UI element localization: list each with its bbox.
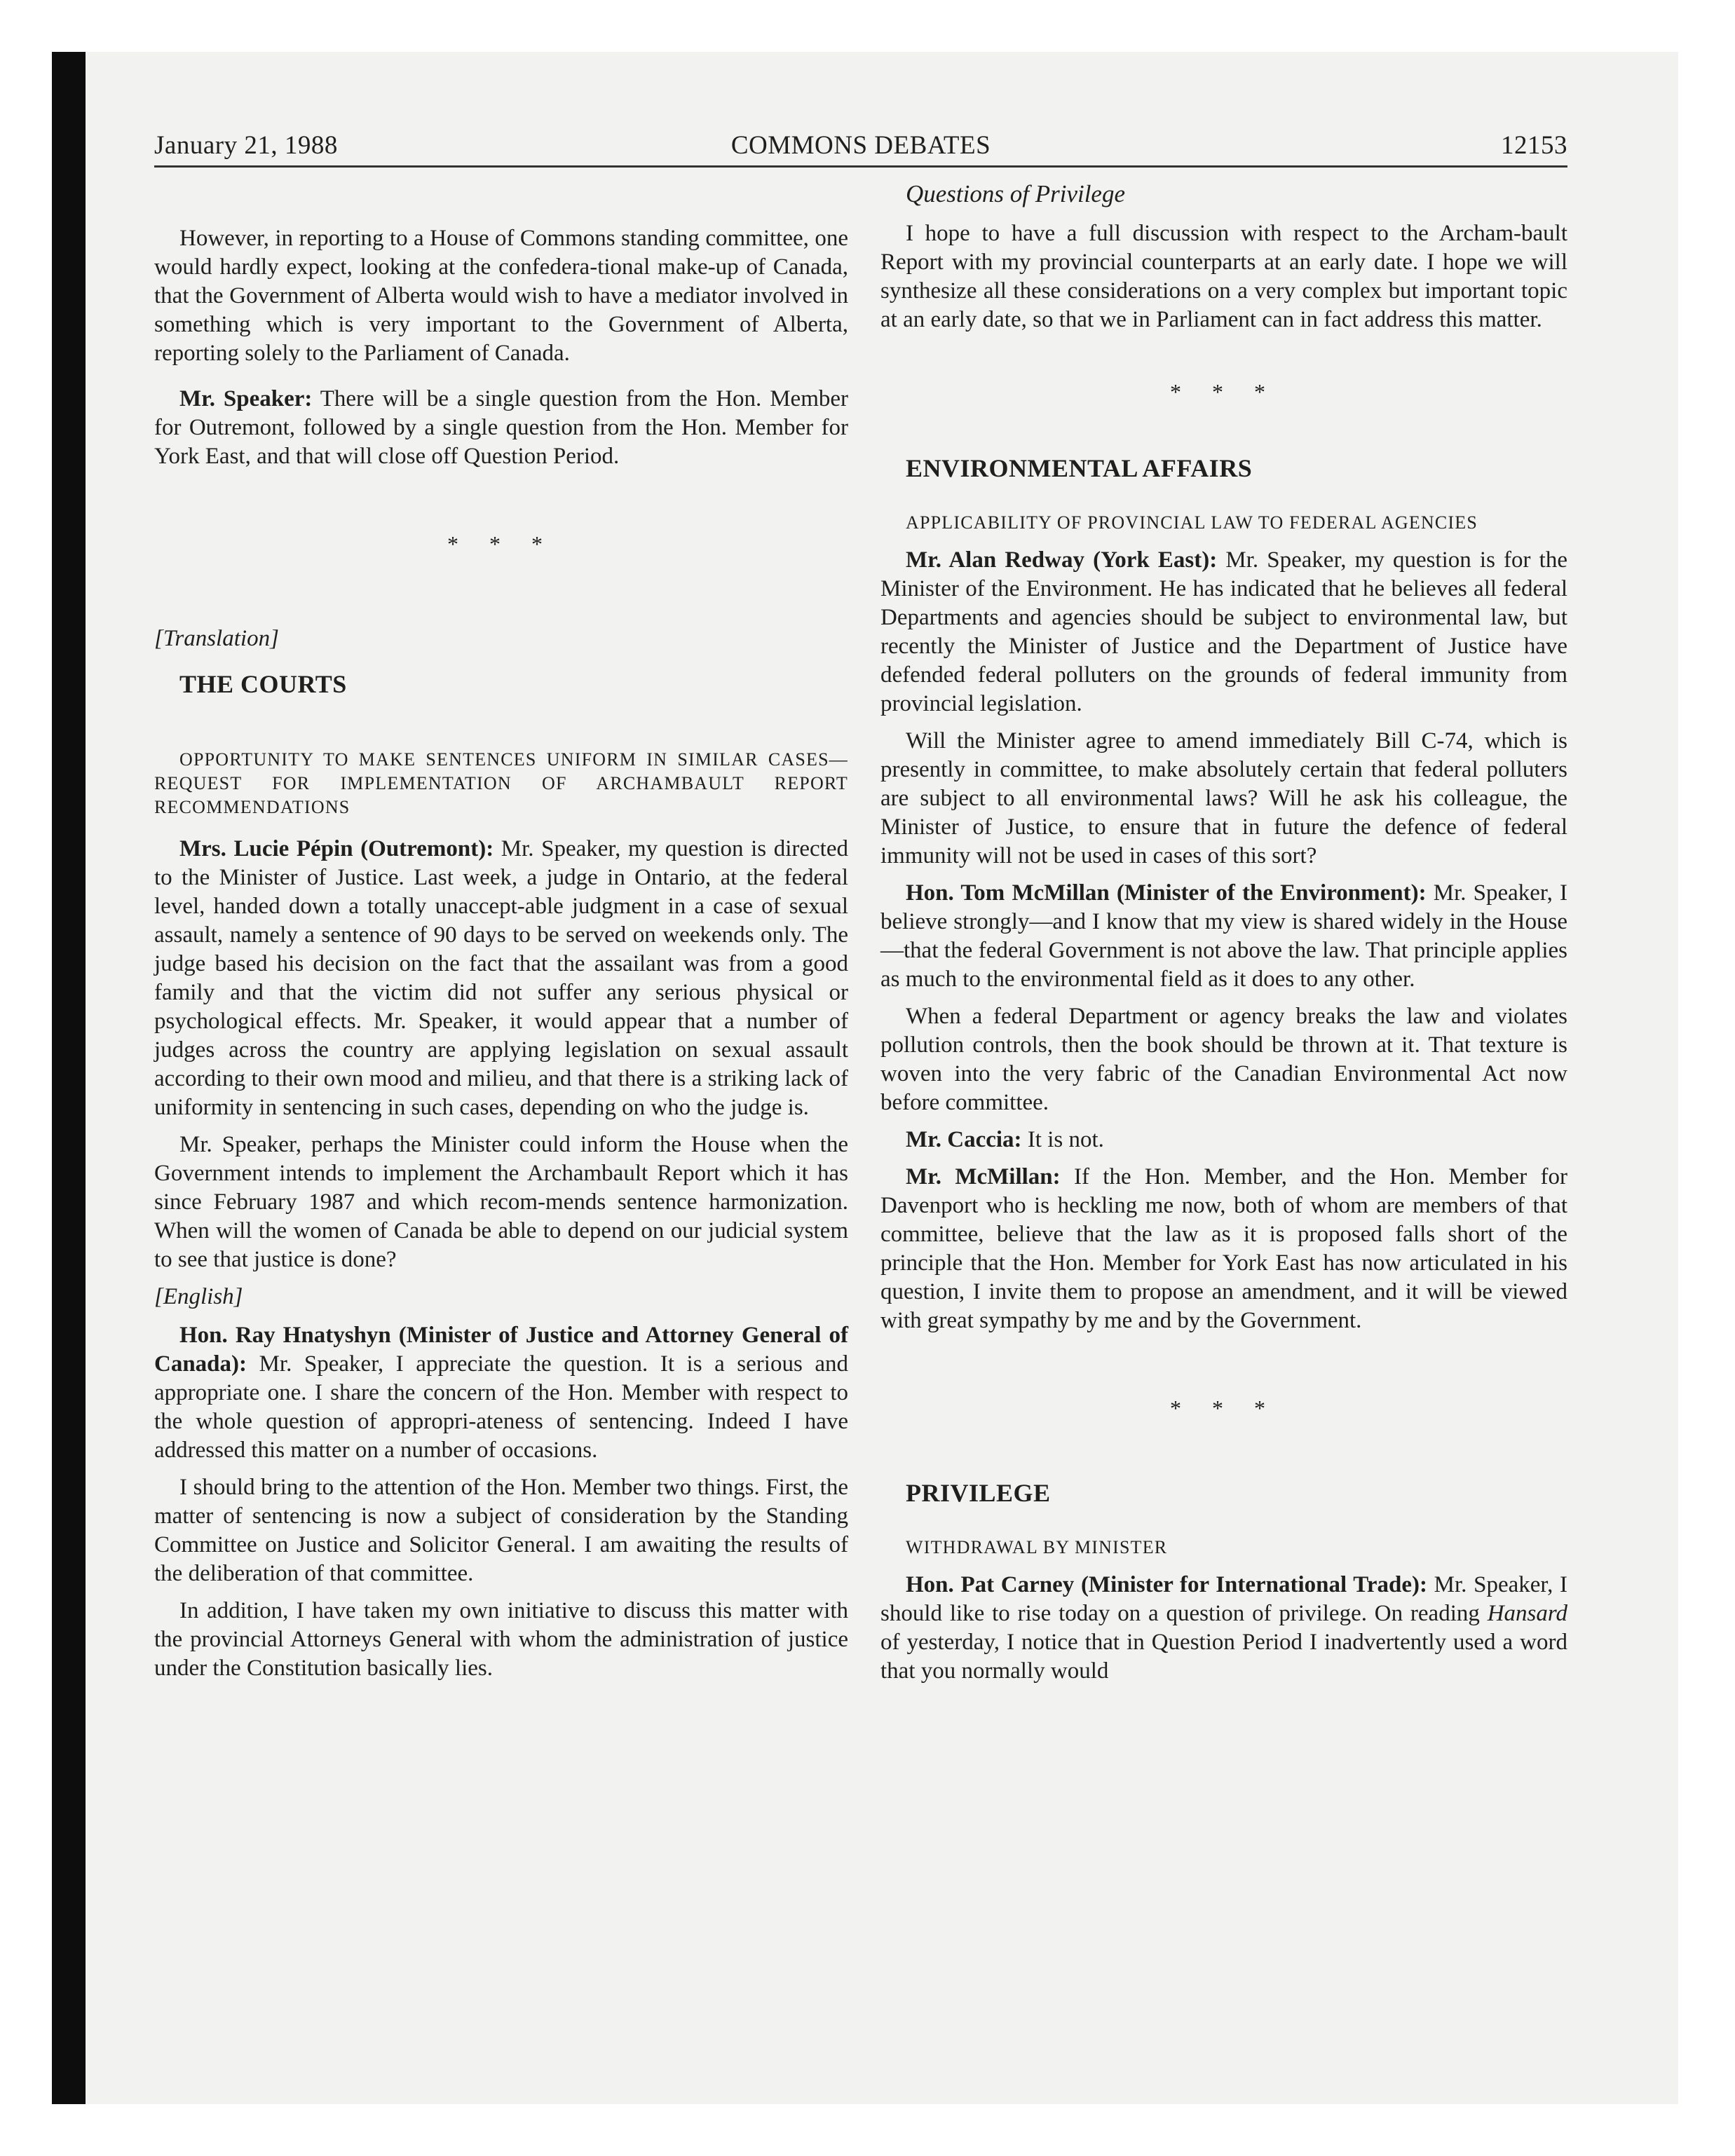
paragraph: When a federal Department or agency breaks the law and violates pollution controls, then the book should be thrown at it. That texture is woven into the very fabric of the Canadian Environmental Act now before committee. bbox=[880, 1004, 1567, 1115]
paragraph: In addition, I have taken my own initiative to discuss this matter with the provincial Attorneys General with whom the administration of justice under the Constitution basically lies. bbox=[154, 1598, 848, 1681]
speaker-name: Mr. Alan Redway (York East): bbox=[906, 547, 1218, 573]
section-heading: ENVIRONMENTAL AFFAIRS bbox=[906, 454, 1253, 482]
speech-paragraph bbox=[880, 1163, 1567, 1335]
section-separator: * * * bbox=[1170, 1396, 1278, 1421]
speech-text: Mr. Speaker, I believe strongly—and I know that my view is shared widely in the House—that the federal Government is not above the law. That principle applies as much to the environmental field as it does to any other. bbox=[880, 880, 1567, 992]
section-separator: * * * bbox=[1170, 379, 1278, 404]
paragraph: Mr. Speaker, perhaps the Minister could inform the House when the Government intends to implement the Archambault Report which it has since February 1987 and which recom-mends sentence harmonization. When will the women of Canada be able to depend on our judicial system to see that justice is done? bbox=[154, 1132, 848, 1272]
speech-text: Mr. Speaker, I appreciate the question. It is a serious and appropriate one. I share the concern of the Hon. Member with respect to the whole question of appropri-ateness of sentencing. Indeed I have addressed this matter on a number of occasions. bbox=[154, 1351, 848, 1463]
publication-title: Hansard bbox=[1487, 1601, 1567, 1626]
speech-paragraph bbox=[880, 1571, 1567, 1686]
speech-paragraph bbox=[154, 385, 848, 471]
translation-tag: [Translation] bbox=[154, 626, 279, 651]
header-date: January 21, 1988 bbox=[154, 131, 338, 160]
section-subheading: OPPORTUNITY TO MAKE SENTENCES UNIFORM IN SIMILAR CASES—REQUEST FOR IMPLEMENTATION OF ARCHAMBAULT REPORT RECOMMENDATIONS bbox=[154, 749, 848, 817]
paragraph: Will the Minister agree to amend immediately Bill C-74, which is presently in committee, to make absolutely certain that federal polluters are subject to all environmental laws? Will he ask his colleague, the Minister of Justice, to ensure that in future the defence of federal immunity will not be used in cases of this sort? bbox=[880, 728, 1567, 868]
section-subheading: WITHDRAWAL BY MINISTER bbox=[906, 1537, 1168, 1557]
speech-paragraph bbox=[154, 1321, 848, 1465]
speech-text: It is not. bbox=[1021, 1127, 1104, 1152]
paragraph: I should bring to the attention of the Hon. Member two things. First, the matter of sentencing is now a subject of consideration by the Standing Committee on Justice and Solicitor General. I am awaiting the results of the deliberation of that committee. bbox=[154, 1475, 848, 1586]
running-head: Questions of Privilege bbox=[906, 180, 1126, 207]
speech-text: of yesterday, I notice that in Question Period I inadvertently used a word that you normally would bbox=[880, 1630, 1567, 1684]
speaker-name: Mr. Caccia: bbox=[906, 1127, 1022, 1152]
section-heading: PRIVILEGE bbox=[906, 1479, 1051, 1507]
right-column bbox=[880, 179, 1567, 1694]
header-title: COMMONS DEBATES bbox=[730, 131, 991, 160]
language-tag: [English] bbox=[154, 1284, 243, 1309]
speech-text: Mr. Speaker, my question is for the Minister of the Environment. He has indicated that he believes all federal Departments and agencies should be subject to environmental law, but recently the Minister of Justice and the Department of Justice have defended federal polluters on the grounds of federal immunity from provincial legislation. bbox=[880, 547, 1567, 716]
speaker-name: Hon. Ray Hnatyshyn (Minister of Justice and Attorney General of Canada): bbox=[154, 1323, 848, 1377]
speech-text: If the Hon. Member, and the Hon. Member for Davenport who is heckling me now, both of whom are members of that committee, believe that the law as it is proposed falls short of the principle that the Hon. Member for York East has now articulated in his question, I invite them to propose an amendment, and it will be viewed with great sympathy by me and by the Government. bbox=[880, 1164, 1567, 1333]
speech-paragraph bbox=[154, 835, 848, 1122]
section-subheading: APPLICABILITY OF PROVINCIAL LAW TO FEDERAL AGENCIES bbox=[906, 512, 1478, 533]
speech-paragraph bbox=[880, 1126, 1567, 1154]
speaker-name: Mr. Speaker: bbox=[179, 386, 313, 411]
section-heading: THE COURTS bbox=[179, 670, 347, 698]
paragraph: I hope to have a full discussion with respect to the Archam-bault Report with my provincial counterparts at an early date. I hope we will synthesize all these considerations on a very complex but important topic at an early date, so that we in Parliament can in fact address this matter. bbox=[880, 221, 1567, 332]
speech-paragraph bbox=[880, 879, 1567, 994]
speaker-name: Hon. Tom McMillan (Minister of the Environment): bbox=[906, 880, 1427, 906]
speech-text: There will be a single question from the Hon. Member for Outremont, followed by a single question from the Hon. Member for York East, and that will close off Question Period. bbox=[154, 386, 848, 469]
speech-text: Mr. Speaker, my question is directed to the Minister of Justice. Last week, a judge in Ontario, at the federal level, handed down a totally unaccept-able judgment in a case of sexual assault, namely a sentence of 90 days to be served on weekends only. The judge based his decision on the fact that the assailant was from a good family and that the victim did not suffer any serious physical or psychological effects. Mr. Speaker, it would appear that a number of judges across the country are applying legislation on sexual assault according to their own mood and milieu, and that there is a striking lack of uniformity in sentencing in such cases, depending on who the judge is. bbox=[154, 836, 848, 1120]
speech-text: Mr. Speaker, I should like to rise today on a question of privilege. On reading bbox=[880, 1572, 1567, 1626]
speech-paragraph bbox=[880, 546, 1567, 718]
speaker-name: Mrs. Lucie Pépin (Outremont): bbox=[179, 836, 494, 861]
paragraph: However, in reporting to a House of Commons standing committee, one would hardly expect, looking at the confedera-tional make-up of Canada, that the Government of Alberta would wish to have a mediator involved in something which is very important to the Government of Alberta, reporting solely to the Parliament of Canada. bbox=[154, 226, 848, 366]
left-column bbox=[154, 224, 848, 1691]
scan-edge-bar bbox=[52, 52, 86, 2104]
speaker-name: Hon. Pat Carney (Minister for International Trade): bbox=[906, 1572, 1427, 1597]
section-separator: * * * bbox=[447, 531, 555, 557]
speaker-name: Mr. McMillan: bbox=[906, 1164, 1061, 1189]
page-number: 12153 bbox=[1501, 131, 1567, 160]
page-header bbox=[154, 130, 1567, 168]
